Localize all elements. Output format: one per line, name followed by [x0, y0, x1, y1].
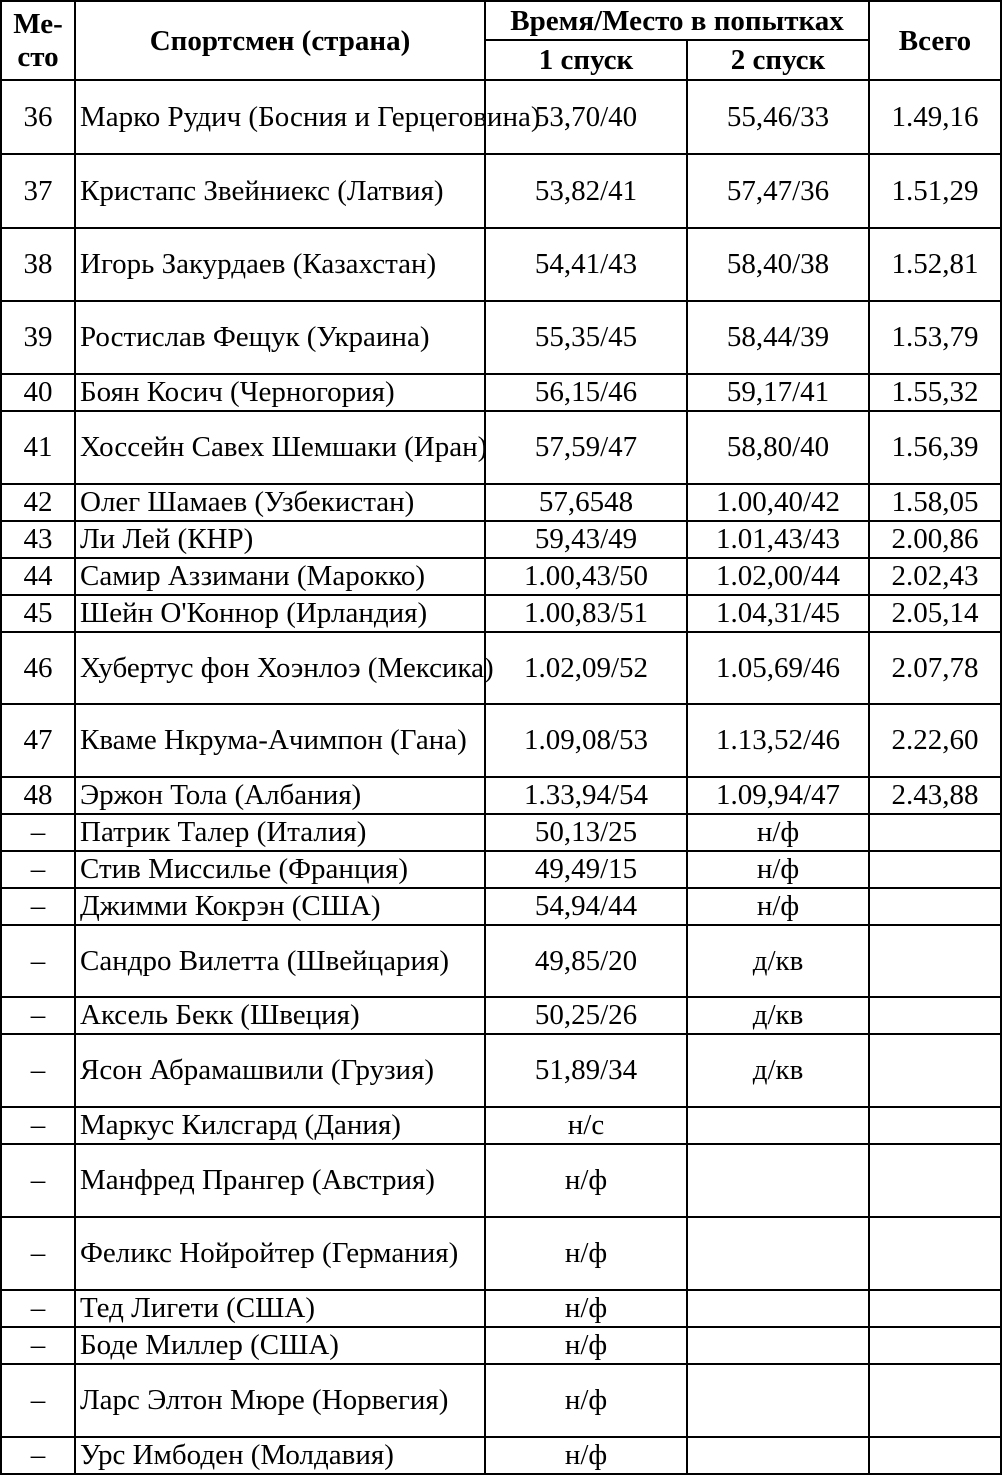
run2-cell: н/ф: [687, 888, 869, 925]
run2-cell: [687, 1290, 869, 1327]
total-cell: 1.56,39: [869, 411, 1001, 484]
place-cell: 39: [1, 301, 75, 374]
total-cell: [869, 1144, 1001, 1217]
total-cell: [869, 1290, 1001, 1327]
athlete-cell: Тед Лигети (США): [75, 1290, 485, 1327]
athlete-cell: Самир Аззимани (Марокко): [75, 558, 485, 595]
place-cell: –: [1, 888, 75, 925]
run2-cell: 1.02,00/44: [687, 558, 869, 595]
athlete-cell: Ли Лей (КНР): [75, 521, 485, 558]
total-cell: 2.22,60: [869, 704, 1001, 777]
total-cell: 1.58,05: [869, 484, 1001, 521]
run1-cell: 1.00,43/50: [485, 558, 687, 595]
results-body: [1, 80, 1001, 1474]
athlete-cell: Боян Косич (Черногория): [75, 374, 485, 411]
run2-cell: [687, 1107, 869, 1144]
run1-cell: н/ф: [485, 1144, 687, 1217]
athlete-cell: Ларс Элтон Мюре (Норвегия): [75, 1364, 485, 1437]
table-row: [1, 558, 1001, 595]
table-row: [1, 1144, 1001, 1217]
place-cell: 46: [1, 632, 75, 704]
table-row: [1, 154, 1001, 228]
place-cell: 42: [1, 484, 75, 521]
athlete-cell: Ростислав Фещук (Украина): [75, 301, 485, 374]
run1-cell: н/ф: [485, 1364, 687, 1437]
run2-cell: [687, 1437, 869, 1474]
table-row: [1, 1364, 1001, 1437]
table-row: [1, 595, 1001, 632]
total-cell: [869, 1327, 1001, 1364]
run2-cell: 58,44/39: [687, 301, 869, 374]
place-cell: 37: [1, 154, 75, 228]
total-cell: [869, 1217, 1001, 1290]
total-cell: [869, 1364, 1001, 1437]
run2-cell: [687, 1144, 869, 1217]
run1-cell: н/ф: [485, 1327, 687, 1364]
total-cell: [869, 851, 1001, 888]
run2-cell: н/ф: [687, 814, 869, 851]
run2-cell: 1.01,43/43: [687, 521, 869, 558]
run1-cell: 55,35/45: [485, 301, 687, 374]
place-cell: –: [1, 925, 75, 997]
place-cell: 47: [1, 704, 75, 777]
table-row: [1, 851, 1001, 888]
place-cell: 45: [1, 595, 75, 632]
athlete-cell: Урс Имбоден (Молдавия): [75, 1437, 485, 1474]
athlete-cell: Олег Шамаев (Узбекистан): [75, 484, 485, 521]
athlete-cell: Феликс Нойройтер (Германия): [75, 1217, 485, 1290]
table-row: [1, 777, 1001, 814]
athlete-cell: Аксель Бекк (Швеция): [75, 997, 485, 1034]
athlete-cell: Игорь Закурдаев (Казахстан): [75, 228, 485, 301]
run2-cell: [687, 1327, 869, 1364]
header-total: Всего: [869, 1, 1001, 80]
total-cell: 1.51,29: [869, 154, 1001, 228]
place-cell: –: [1, 1144, 75, 1217]
place-cell: –: [1, 814, 75, 851]
run2-cell: 1.13,52/46: [687, 704, 869, 777]
run2-cell: 58,40/38: [687, 228, 869, 301]
total-cell: [869, 1034, 1001, 1107]
total-cell: [869, 1437, 1001, 1474]
run1-cell: 49,85/20: [485, 925, 687, 997]
table-row: [1, 1327, 1001, 1364]
athlete-cell: Манфред Прангер (Австрия): [75, 1144, 485, 1217]
athlete-cell: Джимми Кокрэн (США): [75, 888, 485, 925]
athlete-cell: Боде Миллер (США): [75, 1327, 485, 1364]
run1-cell: 54,41/43: [485, 228, 687, 301]
athlete-cell: Патрик Талер (Италия): [75, 814, 485, 851]
table-row: [1, 1034, 1001, 1107]
table-row: [1, 521, 1001, 558]
table-row: [1, 925, 1001, 997]
total-cell: 1.49,16: [869, 80, 1001, 154]
header-athlete: Спортсмен (страна): [75, 1, 485, 80]
run1-cell: 59,43/49: [485, 521, 687, 558]
total-cell: 2.43,88: [869, 777, 1001, 814]
athlete-cell: Кваме Нкрума-Ачимпон (Гана): [75, 704, 485, 777]
total-cell: 1.53,79: [869, 301, 1001, 374]
header-run1: 1 спуск: [485, 40, 687, 80]
athlete-cell: Ясон Абрамашвили (Грузия): [75, 1034, 485, 1107]
run1-cell: 57,59/47: [485, 411, 687, 484]
run2-cell: 55,46/33: [687, 80, 869, 154]
athlete-cell: Марко Рудич (Босния и Герцеговина): [75, 80, 485, 154]
place-cell: 38: [1, 228, 75, 301]
run1-cell: н/с: [485, 1107, 687, 1144]
table-row: [1, 1290, 1001, 1327]
athlete-cell: Кристапс Звейниекс (Латвия): [75, 154, 485, 228]
table-row: [1, 1217, 1001, 1290]
table-row: [1, 1107, 1001, 1144]
run2-cell: 57,47/36: [687, 154, 869, 228]
run1-cell: 1.33,94/54: [485, 777, 687, 814]
table-row: [1, 80, 1001, 154]
total-cell: 1.55,32: [869, 374, 1001, 411]
run2-cell: 58,80/40: [687, 411, 869, 484]
total-cell: [869, 997, 1001, 1034]
total-cell: [869, 814, 1001, 851]
place-cell: –: [1, 1327, 75, 1364]
run1-cell: 54,94/44: [485, 888, 687, 925]
table-row: [1, 997, 1001, 1034]
total-cell: 1.52,81: [869, 228, 1001, 301]
run1-cell: 57,6548: [485, 484, 687, 521]
total-cell: 2.07,78: [869, 632, 1001, 704]
place-cell: –: [1, 1217, 75, 1290]
athlete-cell: Сандро Вилетта (Швейцария): [75, 925, 485, 997]
run1-cell: 50,25/26: [485, 997, 687, 1034]
header-run2: 2 спуск: [687, 40, 869, 80]
run2-cell: д/кв: [687, 1034, 869, 1107]
run2-cell: д/кв: [687, 925, 869, 997]
total-cell: 2.05,14: [869, 595, 1001, 632]
place-cell: –: [1, 1437, 75, 1474]
place-cell: 41: [1, 411, 75, 484]
total-cell: [869, 925, 1001, 997]
run2-cell: 1.05,69/46: [687, 632, 869, 704]
place-cell: 36: [1, 80, 75, 154]
run1-cell: 53,70/40: [485, 80, 687, 154]
table-row: [1, 228, 1001, 301]
run2-cell: 1.04,31/45: [687, 595, 869, 632]
athlete-cell: Шейн О'Коннор (Ирландия): [75, 595, 485, 632]
table-row: [1, 632, 1001, 704]
place-cell: –: [1, 997, 75, 1034]
total-cell: 2.00,86: [869, 521, 1001, 558]
run1-cell: 53,82/41: [485, 154, 687, 228]
total-cell: [869, 1107, 1001, 1144]
run1-cell: н/ф: [485, 1437, 687, 1474]
run1-cell: 1.02,09/52: [485, 632, 687, 704]
table-row: [1, 1437, 1001, 1474]
run1-cell: 51,89/34: [485, 1034, 687, 1107]
table-row: [1, 411, 1001, 484]
place-cell: –: [1, 1034, 75, 1107]
run2-cell: 1.00,40/42: [687, 484, 869, 521]
place-cell: 40: [1, 374, 75, 411]
place-cell: –: [1, 1290, 75, 1327]
run2-cell: 1.09,94/47: [687, 777, 869, 814]
run1-cell: 50,13/25: [485, 814, 687, 851]
table-row: [1, 484, 1001, 521]
header-place: Ме- сто: [1, 1, 75, 80]
run1-cell: н/ф: [485, 1290, 687, 1327]
place-cell: –: [1, 1107, 75, 1144]
table-row: [1, 888, 1001, 925]
place-cell: 48: [1, 777, 75, 814]
run1-cell: 56,15/46: [485, 374, 687, 411]
run1-cell: 49,49/15: [485, 851, 687, 888]
run1-cell: 1.00,83/51: [485, 595, 687, 632]
athlete-cell: Стив Миссилье (Франция): [75, 851, 485, 888]
athlete-cell: Эржон Тола (Албания): [75, 777, 485, 814]
total-cell: [869, 888, 1001, 925]
total-cell: 2.02,43: [869, 558, 1001, 595]
run2-cell: д/кв: [687, 997, 869, 1034]
place-cell: 43: [1, 521, 75, 558]
run2-cell: [687, 1217, 869, 1290]
run2-cell: 59,17/41: [687, 374, 869, 411]
place-cell: –: [1, 1364, 75, 1437]
table-row: [1, 374, 1001, 411]
table-row: [1, 301, 1001, 374]
run2-cell: н/ф: [687, 851, 869, 888]
run1-cell: 1.09,08/53: [485, 704, 687, 777]
athlete-cell: Маркус Килсгард (Дания): [75, 1107, 485, 1144]
run1-cell: н/ф: [485, 1217, 687, 1290]
run2-cell: [687, 1364, 869, 1437]
table-row: [1, 814, 1001, 851]
place-cell: 44: [1, 558, 75, 595]
athlete-cell: Хоссейн Савех Шемшаки (Иран): [75, 411, 485, 484]
athlete-cell: Хубертус фон Хоэнлоэ (Мексика): [75, 632, 485, 704]
table-row: [1, 704, 1001, 777]
place-cell: –: [1, 851, 75, 888]
header-time-place: Время/Место в попытках: [485, 1, 869, 40]
